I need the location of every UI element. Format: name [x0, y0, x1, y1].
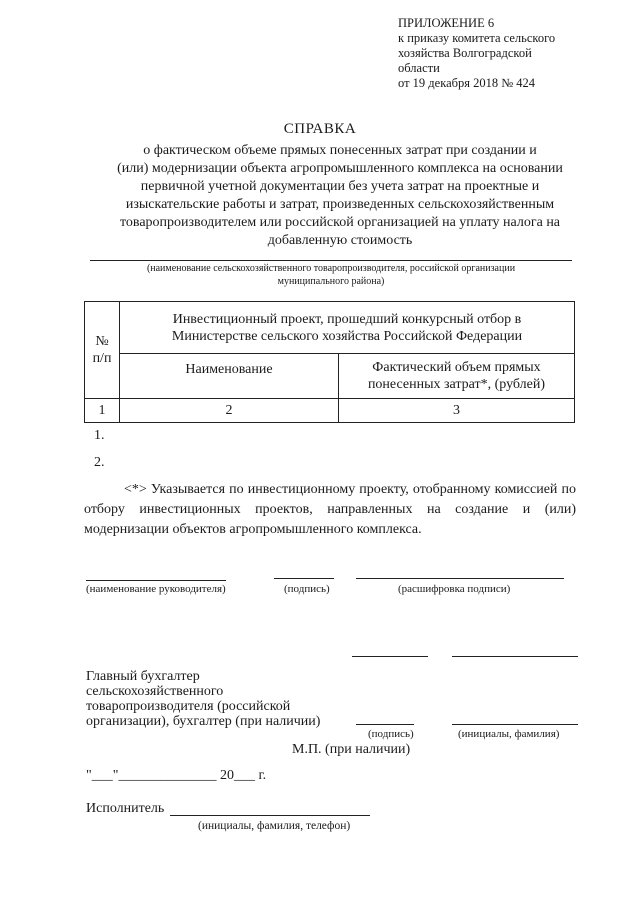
appendix-title: ПРИЛОЖЕНИЕ 6 — [398, 16, 495, 30]
date-line — [86, 768, 266, 784]
producer-caption-line: муниципального района) — [277, 276, 385, 287]
accountant-label-line: организации), бухгалтер (при наличии) — [86, 714, 321, 729]
project-header — [120, 302, 575, 354]
footnote-text: <*> Указывается по инвестиционному проекту, отобранному комиссией по отбору инвестиционных проектов, направленных на создание и (или) модернизации объектов агропромышленного комплекса. — [84, 482, 576, 537]
amount-header — [339, 354, 575, 399]
accountant-upper-line — [352, 656, 428, 657]
appendix-line: области — [398, 61, 440, 75]
head-name-line — [86, 580, 226, 581]
appendix-block — [398, 16, 618, 91]
document-subtitle — [80, 142, 600, 250]
accountant-initials-caption: (инициалы, фамилия) — [458, 728, 560, 740]
head-sign-caption: (подпись) — [284, 583, 330, 595]
column-number-2: 2 — [120, 399, 339, 423]
accountant-initials-line — [452, 724, 578, 725]
producer-name-line — [90, 260, 572, 261]
list-item-1: 1. — [94, 428, 105, 443]
accountant-label — [86, 669, 320, 729]
accountant-label-line: сельскохозяйственного — [86, 684, 224, 699]
producer-caption-line: (наименование сельскохозяйственного товаропроизводителя, российской организации — [146, 263, 516, 274]
date-year: 20___ г. — [219, 768, 267, 783]
head-caption: (наименование руководителя) — [86, 583, 226, 595]
amount-header-line: понесенных затрат*, (рублей) — [367, 377, 546, 392]
head-sign-line — [274, 578, 334, 579]
head-decode-caption: (расшифровка подписи) — [398, 583, 511, 595]
subtitle-line: о фактическом объеме прямых понесенных затрат при создании и — [143, 143, 537, 158]
head-decode-line — [356, 578, 564, 579]
project-header-line: Инвестиционный проект, прошедший конкурсный отбор в — [172, 311, 522, 327]
investment-table — [84, 301, 575, 423]
document-title: СПРАВКА — [283, 121, 357, 137]
executor-label: Исполнитель — [86, 801, 165, 816]
amount-header-line: Фактический объем прямых — [372, 360, 541, 375]
accountant-label-line: Главный бухгалтер — [86, 669, 200, 684]
subtitle-line: первичной учетной документации без учета затрат на проектные и — [140, 179, 540, 194]
accountant-sign-caption: (подпись) — [368, 728, 414, 740]
num-header-line: п/п — [92, 351, 112, 366]
project-header-line: Министерстве сельского хозяйства Российской Федерации — [171, 328, 523, 344]
producer-caption — [90, 262, 572, 288]
date-month: ______________ — [118, 768, 217, 783]
list-item-2: 2. — [94, 455, 105, 470]
subtitle-line: изыскательские работы и затрат, произведенных сельскохозяйственным — [125, 197, 555, 212]
num-header-line: № — [95, 334, 109, 349]
executor-caption: (инициалы, фамилия, телефон) — [198, 820, 351, 832]
appendix-line: хозяйства Волгоградской — [398, 46, 532, 60]
accountant-sign-line — [356, 724, 414, 725]
appendix-date: от 19 декабря 2018 № 424 — [398, 76, 536, 90]
subtitle-line: добавленную стоимость — [267, 233, 413, 248]
column-number-1: 1 — [85, 399, 120, 423]
accountant-label-line: товаропроизводителя (российской — [86, 699, 291, 714]
footnote — [84, 480, 576, 540]
subtitle-line: (или) модернизации объекта агропромышленного комплекса на основании — [117, 161, 563, 176]
accountant-upper-line — [452, 656, 578, 657]
subtitle-line: товаропроизводителем или российской организацией на уплату налога на — [119, 215, 561, 230]
date-day: "___" — [86, 768, 119, 783]
name-header: Наименование — [120, 354, 339, 399]
executor-line — [170, 815, 370, 816]
stamp-label: М.П. (при наличии) — [292, 742, 411, 757]
appendix-line: к приказу комитета сельского — [398, 31, 556, 45]
num-header — [85, 302, 120, 399]
column-number-3: 3 — [339, 399, 575, 423]
